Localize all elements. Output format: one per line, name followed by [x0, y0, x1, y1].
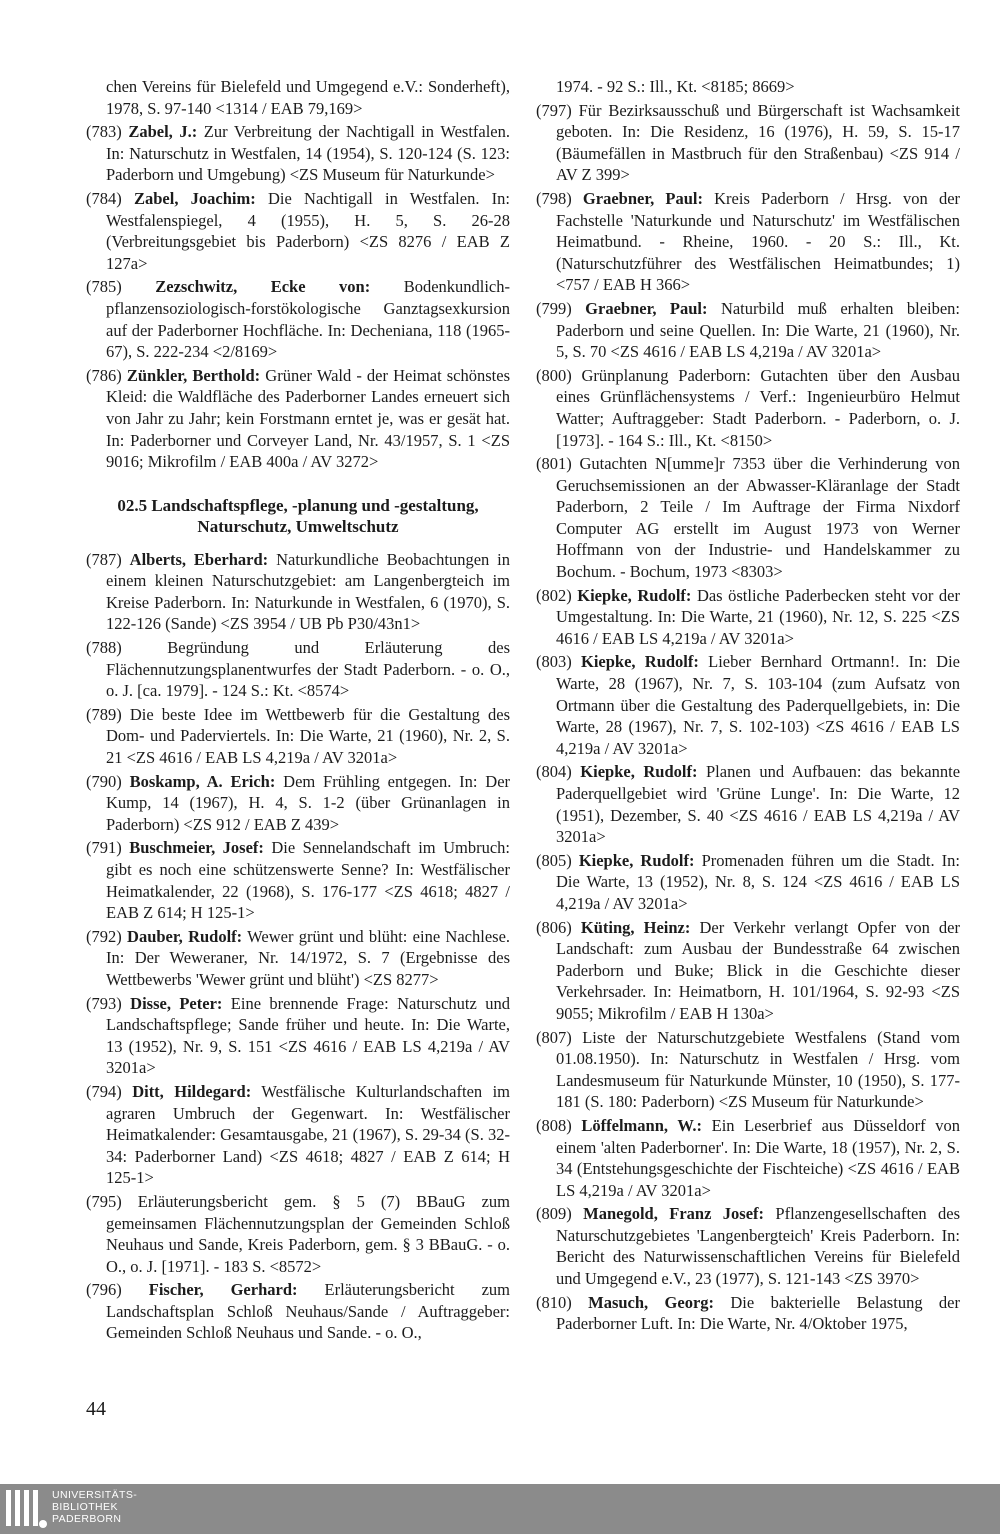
entry-text: Lieber Bernhard Ortmann!. In: Die Warte, 28 (1967), Nr. 7, S. 103-104 (zum Aufsatz von Ortmann über die Gestaltung des Paderquellgebiets, in: Die Warte, 28 (1967), Nr. 7, S. 102-103) <ZS 4616 / EAB LS 4,219a / AV 3201a>	[556, 652, 961, 758]
entry-author: Alberts, Eberhard:	[129, 549, 269, 569]
entry-number: (798)	[536, 188, 572, 208]
entry-number: (795)	[86, 1191, 122, 1211]
bibliography-entry	[536, 1027, 960, 1113]
bibliography-entry	[86, 1191, 510, 1277]
entry-text: Liste der Naturschutzgebiete Westfalens (Stand vom 01.08.1950). In: Naturschutz in Westfalen / Hrsg. vom Landesmuseum für Naturkunde Münster, 10 (1950), S. 177-181 (S. 180: Paderborn) <ZS Museum für Naturkunde>	[556, 1027, 961, 1112]
bibliography-entry	[536, 1203, 960, 1289]
entry-number: (785)	[86, 277, 122, 297]
entry-number: (792)	[86, 926, 122, 946]
bibliography-entry	[536, 188, 960, 296]
library-line-2: BIBLIOTHEK	[52, 1501, 118, 1513]
bibliography-entry	[536, 100, 960, 186]
bibliography-entry	[86, 365, 510, 473]
bibliography-entry	[86, 276, 510, 362]
entry-text: Für Bezirksausschuß und Bürgerschaft ist Wachsamkeit geboten. In: Die Residenz, 16 (1976), H. 59, S. 15-17 (Bäumefällen in Mastbruch für den Straßenbau) <ZS 914 / AV Z 399>	[556, 100, 961, 185]
bibliography-entry	[86, 1279, 510, 1344]
bibliography-entry	[86, 1081, 510, 1189]
section-heading: 02.5 Landschaftspflege, -planung und -gestaltung, Naturschutz, Umweltschutz	[117, 495, 479, 536]
entry-number: (805)	[536, 850, 572, 870]
entry-text: Eine brennende Frage: Naturschutz und Landschaftspflege; Sande früher und heute. In: Die Warte, 13 (1952), Nr. 9, S. 151 <ZS 4616 / EAB LS 4,219a / AV 3201a>	[106, 993, 510, 1078]
left-entries-top	[86, 76, 510, 473]
entry-number: (796)	[86, 1280, 122, 1300]
bibliography-entry	[536, 365, 960, 451]
entry-author: Graebner, Paul:	[585, 298, 708, 318]
entry-number: (784)	[86, 188, 122, 208]
entry-text: Die Sennelandschaft im Umbruch: gibt es noch eine schützenswerte Senne? In: Westfälischer Heimatkalender, 22 (1968), S. 176-177 <ZS 4618; 4827 / EAB Z 614; H 125-1>	[106, 838, 510, 923]
entry-author: Manegold, Franz Josef:	[583, 1204, 765, 1224]
bibliography-entry	[536, 761, 960, 847]
entry-text: Kreis Paderborn / Hrsg. von der Fachstelle 'Naturkunde und Naturschutz' im Westfälischen Heimatbund. - Rheine, 1960. - 20 S.: Ill., Kt. (Naturschutzführer des Westfälischen Heimatbundes; 1) <757 / EAB H 366>	[556, 188, 961, 295]
entry-number: (808)	[536, 1115, 572, 1135]
bibliography-entry	[536, 76, 960, 98]
library-logo-text	[52, 1489, 137, 1525]
page-number: 44	[86, 1398, 106, 1420]
entry-text: Grünplanung Paderborn: Gutachten über den Ausbau eines Grünflächensystems / Verf.: Ingenieurbüro Helmut Watter; Auftraggeber: Stadt Paderborn. - Paderborn, o. J. [1973]. - 164 S.: Ill., Kt. <8150>	[556, 365, 961, 450]
entry-text: Dem Frühling entgegen. In: Der Kump, 14 (1967), H. 4, S. 1-2 (über Grünanlagen in Paderborn) <ZS 912 / EAB Z 439>	[106, 771, 511, 834]
entry-number: (799)	[536, 298, 572, 318]
entry-text: Die bakterielle Belastung der Paderborner Luft. In: Die Warte, Nr. 4/Oktober 1975,	[556, 1292, 961, 1334]
right-column	[536, 76, 960, 1337]
entry-author: Dauber, Rudolf:	[127, 926, 243, 946]
bibliography-entry	[86, 704, 510, 769]
entry-text: Zur Verbreitung der Nachtigall in Westfalen. In: Naturschutz in Westfalen, 14 (1954), S. 120-124 (S. 123: Paderborn und Umgebung) <ZS Museum für Naturkunde>	[106, 122, 511, 185]
entry-text: Westfälische Kulturlandschaften im agraren Umbruch der Gegenwart. In: Westfälischer Heimatkalender: Gesamtausgabe, 21 (1967), S. 29-34 (S. 32-34: Paderborner Land) <ZS 4618; 4827 / EAB Z 614; H 125-1>	[106, 1081, 510, 1188]
entry-text: Ein Leserbrief aus Düsseldorf von einem 'alten Paderborner'. In: Die Warte, 18 (1957), Nr. 2, S. 34 (Entstehungsgeschichte der Fischteiche) <ZS 4616 / EAB LS 4,219a / AV 3201a>	[556, 1115, 961, 1200]
entry-author: Ditt, Hildegard:	[132, 1081, 252, 1101]
entry-text: Die Nachtigall in Westfalen. In: Westfalenspiegel, 4 (1955), H. 5, S. 26-28 (Verbreitungsgebiet bis Paderborn) <ZS 8276 / EAB Z 127a>	[106, 188, 511, 273]
bibliography-entry	[86, 121, 510, 186]
entry-text: Promenaden führen um die Stadt. In: Die Warte, 13 (1952), Nr. 8, S. 124 <ZS 4616 / EAB LS 4,219a / AV 3201a>	[556, 850, 961, 913]
entry-number: (803)	[536, 652, 572, 672]
entry-author: Boskamp, A. Erich:	[129, 771, 276, 791]
entry-author: Disse, Peter:	[130, 993, 223, 1013]
entry-number: (789)	[86, 704, 122, 724]
entry-number: (800)	[536, 365, 572, 385]
entry-text: Die beste Idee im Wettbewerb für die Gestaltung des Dom- und Paderviertels. In: Die Warte, 21 (1960), Nr. 2, S. 21 <ZS 4616 / EAB LS 4,219a / AV 3201a>	[106, 704, 510, 768]
entry-author: Buschmeier, Josef:	[129, 838, 264, 858]
left-column	[86, 76, 510, 1346]
entry-number: (809)	[536, 1204, 572, 1224]
entry-text: Der Verkehr verlangt Opfer von der Landschaft: zum Ausbau der Bundesstraße 64 zwischen Paderborn und Buke; Blick in die Geschichte dieser Verkehrsader. In: Heimatborn, H. 101/1964, S. 92-93 <ZS 9055; Mikrofilm / EAB H 130a>	[556, 917, 960, 1023]
bibliography-entry	[536, 651, 960, 759]
left-entries-bottom	[86, 549, 510, 1344]
bibliography-entry	[86, 76, 510, 119]
entry-author: Küting, Heinz:	[580, 917, 691, 937]
bibliography-entry	[536, 298, 960, 363]
entry-text: Bodenkundlich-pflanzensoziologisch-forstökologische Ganztagsexkursion auf der Paderborner Hochfläche. In: Decheniana, 118 (1965-67), S. 222-234 <2/8169>	[106, 277, 511, 362]
entry-number: (790)	[86, 771, 122, 791]
bibliography-entry	[536, 1292, 960, 1335]
entry-number: (791)	[86, 838, 122, 858]
entry-author: Kiepke, Rudolf:	[580, 762, 698, 782]
entry-text: Erläuterungsbericht gem. § 5 (7) BBauG zum gemeinsamen Flächennutzungsplan der Gemeinden Schloß Neuhaus und Sande, Kreis Paderborn, gem. § 3 BBauG. - o. O., o. J. [1971]. - 183 S. <8572>	[106, 1191, 511, 1276]
entry-text: Das östliche Paderbecken steht vor der Umgestaltung. In: Die Warte, 21 (1960), Nr. 12, S. 225 <ZS 4616 / EAB LS 4,219a / AV 3201a>	[556, 585, 961, 648]
entry-author: Zabel, Joachim:	[133, 188, 256, 208]
bibliography-entry	[536, 850, 960, 915]
entry-text: Pflanzengesellschaften des Naturschutzgebietes 'Langenbergteich' Kreis Paderborn. In: Bericht des Naturwissenschaftlichen Vereins für Bielefeld und Umgegend e.V., 23 (1977), S. 121-143 <ZS 3970>	[556, 1204, 960, 1289]
entry-author: Zünkler, Berthold:	[126, 365, 261, 385]
entry-number: (797)	[536, 100, 572, 120]
entry-text: 1974. - 92 S.: Ill., Kt. <8185; 8669>	[556, 77, 795, 96]
entry-number: (807)	[536, 1027, 572, 1047]
library-line-3: PADERBORN	[52, 1513, 122, 1525]
bibliography-entry	[86, 771, 510, 836]
entry-text: Naturkundliche Beobachtungen in einem kleinen Naturschutzgebiet: am Langenbergteich im Kreise Paderborn. In: Naturkunde in Westfalen, 6 (1970), S. 122-126 (Sande) <ZS 3954 / UB Pb P30/43n1>	[106, 549, 511, 634]
entry-author: Fischer, Gerhard:	[148, 1280, 298, 1300]
entry-number: (802)	[536, 585, 572, 605]
entry-number: (806)	[536, 917, 572, 937]
library-line-1: UNIVERSITÄTS-	[52, 1489, 138, 1501]
entry-number: (788)	[86, 638, 122, 658]
entry-text: Begründung und Erläuterung des Flächennutzungsplanentwurfes der Stadt Paderborn. - o. O., o. J. [ca. 1979]. - 124 S.: Kt. <8574>	[106, 638, 511, 701]
entry-author: Zabel, J.:	[128, 122, 198, 142]
entry-number: (794)	[86, 1081, 122, 1101]
entry-number: (783)	[86, 122, 122, 142]
entry-text: Grüner Wald - der Heimat schönstes Kleid: die Waldfläche des Paderborner Landes erneuert sich von Jahr zu Jahr; kein Forstmann erntet je, was er gesät hat. In: Paderborner und Corveyer Land, Nr. 43/1957, S. 1 <ZS 9016; Mikrofilm / EAB 400a / AV 3272>	[106, 365, 511, 472]
entry-text: Wewer grünt und blüht: eine Nachlese. In: Der Weweraner, Nr. 14/1972, S. 7 (Ergebnisse des Wettbewerbs 'Wewer grünt und blüht') <ZS 8277>	[106, 926, 511, 989]
entry-text: chen Vereins für Bielefeld und Umgegend e.V.: Sonderheft), 1978, S. 97-140 <1314 / EAB 79,169>	[106, 77, 510, 118]
entry-author: Masuch, Georg:	[588, 1292, 715, 1312]
entry-number: (793)	[86, 993, 122, 1013]
library-footer	[0, 1484, 1000, 1534]
entry-text: Naturbild muß erhalten bleiben: Paderborn und seine Quellen. In: Die Warte, 21 (1960), Nr. 5, S. 70 <ZS 4616 / EAB LS 4,219a / AV 3201a>	[556, 298, 961, 362]
entry-text: Gutachten N[umme]r 7353 über die Verhinderung von Geruchsemissionen an der Abwasser-Kläranlage der Stadt Paderborn, 2 Teile / Im Auftrage der Firma Nixdorf Computer AG erstellt im August 1973 von Werner Hoffmann von der Industrie- und Handelskammer zu Bochum. - Bochum, 1973 <8303>	[556, 454, 961, 582]
entry-author: Kiepke, Rudolf:	[581, 652, 699, 672]
entry-author: Graebner, Paul:	[582, 188, 703, 208]
bibliography-entry	[86, 188, 510, 274]
bibliography-entry	[86, 993, 510, 1079]
bibliography-entry	[86, 926, 510, 991]
entry-author: Löffelmann, W.:	[581, 1115, 702, 1135]
bibliography-entry	[536, 917, 960, 1025]
entry-text: Planen und Aufbauen: das bekannte Paderquellgebiet wird 'Grüne Lunge'. In: Die Warte, 12 (1951), Dezember, S. 40 <ZS 4616 / EAB LS 4,219a / AV 3201a>	[556, 762, 961, 847]
entry-author: Kiepke, Rudolf:	[577, 585, 692, 605]
entry-text: Erläuterungsbericht zum Landschaftsplan Schloß Neuhaus/Sande / Auftraggeber: Gemeinden Schloß Neuhaus und Sande. - o. O.,	[106, 1280, 511, 1343]
entry-number: (810)	[536, 1292, 572, 1312]
right-entries	[536, 76, 960, 1335]
entry-author: Kiepke, Rudolf:	[578, 850, 695, 870]
entry-number: (786)	[86, 365, 122, 385]
bibliography-entry	[86, 637, 510, 702]
entry-number: (787)	[86, 549, 122, 569]
bibliography-entry	[86, 549, 510, 635]
bibliography-entry	[536, 1115, 960, 1201]
entry-number: (804)	[536, 762, 572, 782]
bibliography-entry	[86, 837, 510, 923]
bibliography-entry	[536, 453, 960, 583]
entry-author: Zezschwitz, Ecke von:	[155, 277, 371, 297]
bibliography-entry	[536, 585, 960, 650]
entry-number: (801)	[536, 454, 572, 474]
